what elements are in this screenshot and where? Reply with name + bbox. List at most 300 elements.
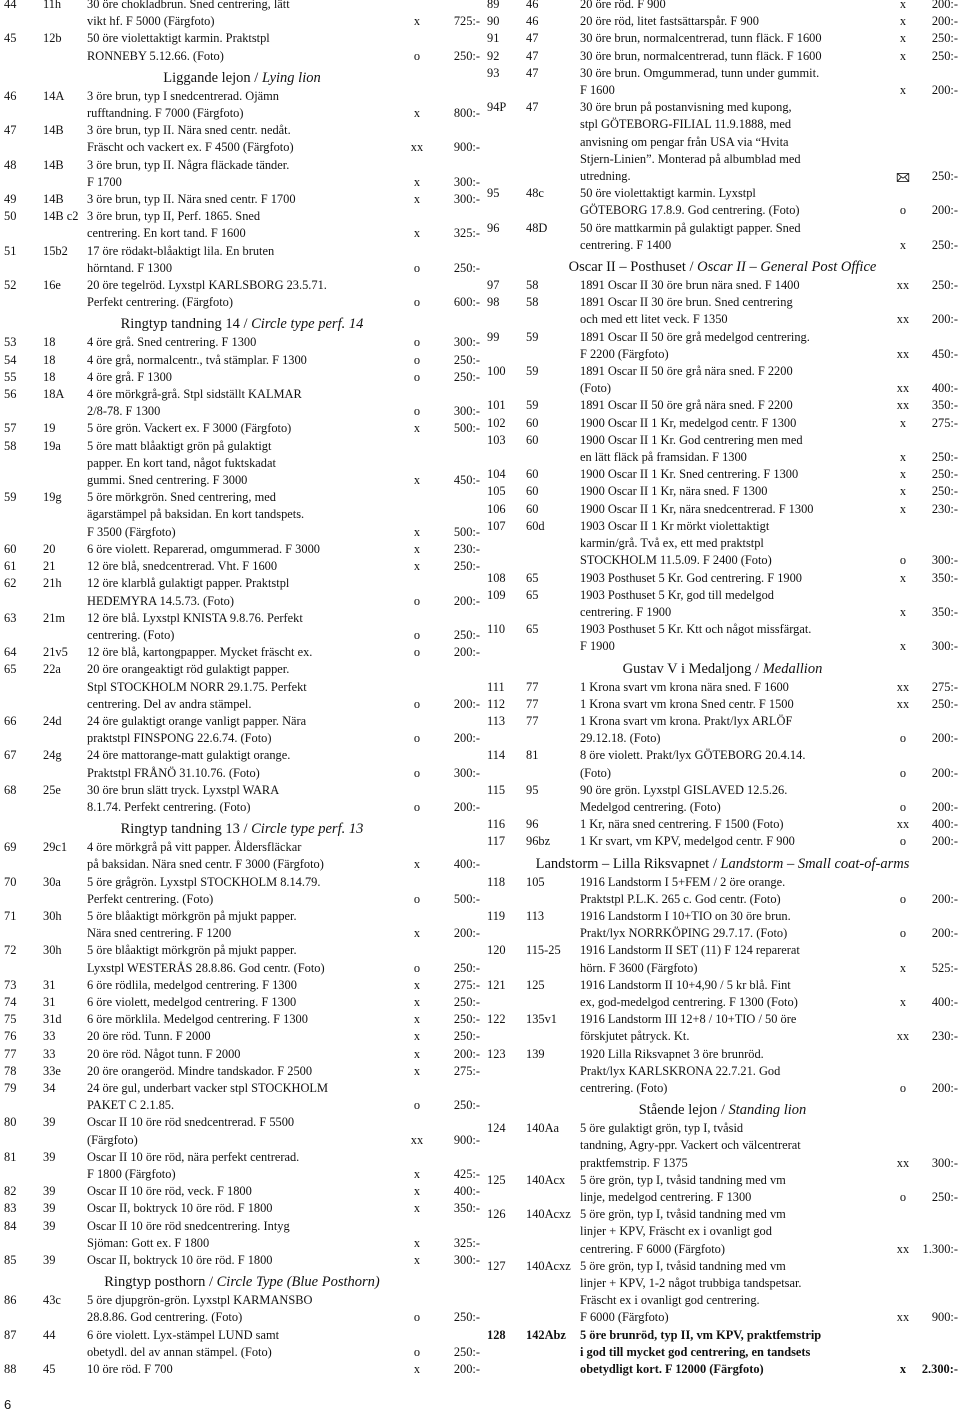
lot-description: Oscar II 10 öre röd, veck. F 1800 xyxy=(87,1184,252,1199)
lot-description: 20 öre röd. Tunn. F 2000 xyxy=(87,1029,211,1044)
price: 250:- xyxy=(453,1344,480,1359)
lot-number: 120 xyxy=(487,943,506,958)
lot-description: 6 öre violett. Reparerad, omgummerad. F 3000 xyxy=(87,541,320,556)
lot-number: 117 xyxy=(487,834,506,849)
lot-row xyxy=(487,466,958,483)
lot-row xyxy=(487,1258,958,1327)
catalog-number: 30h xyxy=(43,943,62,958)
price: 250:- xyxy=(931,1190,958,1204)
lot-row xyxy=(4,122,480,156)
catalog-number: 77 xyxy=(526,713,539,728)
catalog-number: 22a xyxy=(43,662,61,677)
lot-description: 3 öre brun, typ I snedcentrerad. Ojämn rufftandning. F 7000 (Färgfoto) xyxy=(87,88,279,121)
section-heading: Ringtyp posthorn / Circle Type (Blue Posthorn) xyxy=(104,1274,380,1291)
lot-row xyxy=(4,1292,480,1326)
lot-number: 62 xyxy=(4,576,17,591)
catalog-number: 65 xyxy=(526,622,539,637)
lot-number: 109 xyxy=(487,587,506,602)
lot-description: 1916 Landstorm II 10+4,90 / 5 kr blå. Fint ex, god-medelgod centrering. F 1300 (Foto) xyxy=(580,977,798,1009)
lot-number: 61 xyxy=(4,559,17,574)
lot-row xyxy=(4,420,480,437)
lot-number: 71 xyxy=(4,908,17,923)
lot-number: 102 xyxy=(487,415,506,430)
lot-number: 91 xyxy=(487,31,500,46)
lot-row xyxy=(4,88,480,122)
catalog-number: 21h xyxy=(43,576,62,591)
catalog-number: 39 xyxy=(43,1149,56,1164)
price: 900:- xyxy=(453,140,480,155)
condition: x xyxy=(413,1167,421,1181)
lot-number: 50 xyxy=(4,209,17,224)
lot-row xyxy=(487,501,958,518)
lot-row xyxy=(4,438,480,490)
condition: x xyxy=(413,421,421,436)
lot-row xyxy=(4,1218,480,1252)
condition: xx xyxy=(896,381,910,396)
section-heading: Ringtyp tandning 14 / Circle type perf. 14 xyxy=(120,316,364,333)
section-heading: Gustav V i Medaljong / Medallion xyxy=(622,660,823,677)
catalog-number: 58 xyxy=(526,278,539,293)
catalog-number: 19a xyxy=(43,438,61,453)
lot-row xyxy=(4,977,480,994)
section-title-sv: Ringtyp tandning 14 xyxy=(120,316,240,333)
lot-description: 1903 Oscar II 1 Kr mörkt violettaktigt karmin/grå. Två ex, ett med praktstpl STOCKHOLM 11.5.09. F 2400 (Foto) xyxy=(580,518,772,568)
lot-number: 118 xyxy=(487,874,506,889)
lot-description: 1903 Posthuset 5 Kr, god till medelgod centrering. F 1900 xyxy=(580,587,774,619)
price: 725:- xyxy=(453,14,480,29)
lot-row xyxy=(487,65,958,99)
condition: o xyxy=(413,1310,421,1325)
section-title-sv: Liggande lejon xyxy=(163,69,251,86)
lot-row xyxy=(4,369,480,386)
condition: x xyxy=(413,857,421,872)
catalog-number: 30a xyxy=(43,874,61,889)
price: 250:- xyxy=(453,559,480,574)
lot-number: 49 xyxy=(4,192,17,207)
price: 200:- xyxy=(453,593,480,608)
lot-description: 1903 Posthuset 5 Kr. Ktt och något missfärgat. F 1900 xyxy=(580,622,812,654)
catalog-number: 81 xyxy=(526,748,539,763)
price: 525:- xyxy=(931,960,958,975)
condition: xx xyxy=(896,312,910,327)
catalog-number: 21m xyxy=(43,610,66,625)
condition: o xyxy=(899,1190,907,1204)
lot-row xyxy=(4,713,480,747)
lot-description: 1900 Oscar II 1 Kr, medelgod centr. F 1300 xyxy=(580,415,797,430)
lot-description: 12 öre blå. Lyxstpl KNISTA 9.8.76. Perfekt centrering. (Foto) xyxy=(87,610,303,642)
lot-number: 81 xyxy=(4,1149,17,1164)
condition: x xyxy=(899,14,907,29)
catalog-number: 19 xyxy=(43,421,56,436)
catalog-number: 29c1 xyxy=(43,840,68,855)
lot-row xyxy=(487,99,958,185)
price: 200:- xyxy=(931,891,958,906)
lot-number: 98 xyxy=(487,295,500,310)
condition: o xyxy=(413,404,421,419)
price: 200:- xyxy=(931,799,958,814)
lot-number: 45 xyxy=(4,31,17,46)
price: 230:- xyxy=(931,1029,958,1044)
lot-row xyxy=(4,644,480,661)
lot-row xyxy=(4,1046,480,1063)
catalog-number: 15b2 xyxy=(43,243,68,258)
lot-description: 5 öre blåaktigt mörkgrön på mjukt papper. Lyxstpl WESTERÅS 28.8.86. God centr. (Foto) xyxy=(87,943,325,975)
catalog-number: 12b xyxy=(43,31,62,46)
lot-row xyxy=(4,747,480,781)
lot-number: 82 xyxy=(4,1184,17,1199)
lot-number: 105 xyxy=(487,484,506,499)
lot-row xyxy=(487,483,958,500)
lot-number: 112 xyxy=(487,696,506,711)
price: 275:- xyxy=(453,1063,480,1078)
condition: o xyxy=(899,891,907,906)
price: 800:- xyxy=(453,106,480,121)
lot-number: 57 xyxy=(4,421,17,436)
lot-number: 126 xyxy=(487,1207,506,1222)
catalog-number: 46 xyxy=(526,14,539,29)
condition: xx xyxy=(410,140,424,155)
lot-description: 5 öre grön, typ I, tvåsid tandning med vm linjer + KPV, Fräscht ex i ovanligt god centrering. F 6000 (Färgfoto) xyxy=(580,1207,786,1256)
lot-number: 66 xyxy=(4,713,17,728)
condition: o xyxy=(413,1098,421,1113)
price: 300:- xyxy=(453,404,480,419)
lot-number: 88 xyxy=(4,1362,17,1377)
lot-description: 5 öre grön, typ I, tvåsid tandning med vm linjer + KPV, 1-2 något trubbiga tandspetsar. Fräscht ex i ovanligt god centrering. F 6000 (Färgfoto) xyxy=(580,1258,802,1325)
lot-description: 6 öre rödlila, medelgod centrering. F 1300 xyxy=(87,977,297,992)
catalog-number: 14B c2 xyxy=(43,209,79,224)
condition: o xyxy=(899,926,907,941)
lot-row xyxy=(487,415,958,432)
lot-number: 103 xyxy=(487,432,506,447)
price: 350:- xyxy=(931,398,958,413)
condition: x xyxy=(899,450,907,465)
lot-number: 95 xyxy=(487,186,500,201)
lot-description: 1900 Oscar II 1 Kr, nära sned. F 1300 xyxy=(580,484,768,499)
catalog-number: 31 xyxy=(43,994,56,1009)
catalog-number: 60 xyxy=(526,432,539,447)
lot-number: 114 xyxy=(487,748,506,763)
catalog-number: 11h xyxy=(43,0,62,11)
condition: x xyxy=(899,604,907,619)
price: 450:- xyxy=(453,473,480,488)
price: 1.300:- xyxy=(922,1241,958,1256)
lot-row xyxy=(4,1114,480,1148)
catalog-number: 47 xyxy=(526,31,539,46)
lot-description: 12 öre klarblå gulaktigt papper. Praktstpl HEDEMYRA 14.5.73. (Foto) xyxy=(87,576,290,608)
catalog-number: 31d xyxy=(43,1012,62,1027)
lot-row xyxy=(487,570,958,587)
section-title-sv: Ringtyp tandning 13 xyxy=(120,821,240,838)
lot-number: 46 xyxy=(4,88,17,103)
lot-description: 1900 Oscar II 1 Kr. God centrering men med en lätt fläck på framsidan. F 1300 xyxy=(580,432,803,465)
lot-number: 119 xyxy=(487,908,506,923)
lot-row xyxy=(487,0,958,13)
condition: x xyxy=(413,524,421,539)
lot-description: 5 öre brunröd, typ II, vm KPV, praktfemstrip i god till mycket god centrering, en tandsets obetydligt kort. F 12000 (Färgfoto) xyxy=(580,1327,822,1377)
lot-row xyxy=(4,334,480,351)
section-heading: Landstorm – Lilla Riksvapnet / Landstorm – Small coat-of-arms xyxy=(535,855,910,872)
catalog-number: 142Abz xyxy=(526,1327,566,1342)
condition: x xyxy=(413,174,421,189)
lot-row xyxy=(4,157,480,191)
lot-row xyxy=(4,1080,480,1114)
price: 250:- xyxy=(453,1310,480,1325)
lot-number: 76 xyxy=(4,1029,17,1044)
catalog-number: 19g xyxy=(43,490,62,505)
catalog-number: 39 xyxy=(43,1184,56,1199)
catalog-number: 48D xyxy=(526,220,548,235)
condition: x xyxy=(899,415,907,430)
lot-row xyxy=(4,1200,480,1217)
lot-row xyxy=(4,839,480,873)
catalog-number: 33 xyxy=(43,1029,56,1044)
lot-number: 116 xyxy=(487,817,506,832)
price: 250:- xyxy=(453,48,480,63)
lot-description: 5 öre grön, typ I, tvåsid tandning med vm linje, medelgod centrering. F 1300 xyxy=(580,1172,786,1204)
lot-row xyxy=(4,1183,480,1200)
price: 250:- xyxy=(453,369,480,384)
lot-number: 69 xyxy=(4,840,17,855)
lot-number: 85 xyxy=(4,1253,17,1268)
lot-number: 113 xyxy=(487,713,506,728)
condition: x xyxy=(413,1029,421,1044)
lot-description: 30 öre chokladbrun. Sned centrering, lätt vikt hf. F 5000 (Färgfoto) xyxy=(87,0,290,29)
catalog-number: 14B xyxy=(43,192,64,207)
lot-description: 1891 Oscar II 30 öre brun. Sned centrering och med ett litet veck. F 1350 xyxy=(580,295,793,327)
lot-row xyxy=(487,1206,958,1258)
price: 250:- xyxy=(453,994,480,1009)
price: 425:- xyxy=(453,1167,480,1181)
lot-row xyxy=(4,1011,480,1028)
condition: o xyxy=(413,593,421,608)
condition: xx xyxy=(896,278,910,293)
catalog-number: 39 xyxy=(43,1253,56,1268)
condition: x xyxy=(413,1184,421,1199)
catalog-number: 14B xyxy=(43,157,64,172)
condition: x xyxy=(413,1362,421,1377)
lot-number: 63 xyxy=(4,610,17,625)
lot-row xyxy=(487,621,958,655)
lot-description: 50 öre violettaktigt karmin. Praktstpl RONNEBY 5.12.66. (Foto) xyxy=(87,31,270,63)
lot-row xyxy=(4,942,480,976)
lot-number: 70 xyxy=(4,874,17,889)
lot-row xyxy=(487,833,958,850)
condition: x xyxy=(899,501,907,516)
price: 250:- xyxy=(931,484,958,499)
price: 300:- xyxy=(453,1253,480,1268)
catalog-number: 21v5 xyxy=(43,645,68,660)
lot-description: 6 öre mörklila. Medelgod centrering. F 1300 xyxy=(87,1012,308,1027)
lot-row xyxy=(4,874,480,908)
lot-number: 94P xyxy=(487,100,507,115)
section-title-en: Medallion xyxy=(762,660,823,677)
price: 300:- xyxy=(931,1155,958,1170)
lot-row xyxy=(487,782,958,816)
lot-row xyxy=(487,30,958,47)
condition: x xyxy=(413,14,421,29)
section-heading: Stående lejon / Standing lion xyxy=(638,1102,807,1119)
condition: x xyxy=(899,960,907,975)
lot-row xyxy=(4,541,480,558)
condition: o xyxy=(899,553,907,568)
catalog-number: 140Acx xyxy=(526,1172,566,1187)
lot-number: 74 xyxy=(4,994,17,1009)
price: 600:- xyxy=(453,295,480,310)
condition: x xyxy=(413,977,421,992)
lot-number: 65 xyxy=(4,662,17,677)
lot-description: 24 öre gulaktigt orange vanligt papper. Nära praktstpl FINSPONG 22.6.74. (Foto) xyxy=(87,713,307,746)
condition: o xyxy=(413,765,421,780)
lot-description: 4 öre grå. Sned centrering. F 1300 xyxy=(87,335,257,350)
lot-description: 1900 Oscar II 1 Kr, nära snedcentrerad. F 1300 xyxy=(580,501,814,516)
price: 300:- xyxy=(931,639,958,654)
condition: o xyxy=(899,834,907,849)
price: 250:- xyxy=(453,260,480,275)
lot-row xyxy=(4,386,480,420)
price: 250:- xyxy=(453,1029,480,1044)
condition: x xyxy=(899,31,907,46)
lot-row xyxy=(4,0,480,30)
condition: x xyxy=(899,994,907,1009)
price: 250:- xyxy=(453,627,480,642)
lot-number: 80 xyxy=(4,1115,17,1130)
price: 250:- xyxy=(931,696,958,711)
catalog-number: 140Acxz xyxy=(526,1258,571,1273)
price: 200:- xyxy=(931,926,958,941)
lot-number: 86 xyxy=(4,1293,17,1308)
lot-row xyxy=(487,587,958,621)
price: 500:- xyxy=(453,891,480,906)
price: 200:- xyxy=(931,765,958,780)
catalog-number: 60 xyxy=(526,467,539,482)
catalog-number: 39 xyxy=(43,1218,56,1233)
lot-description: 1920 Lilla Riksvapnet 3 öre brunröd. Prakt/lyx KARLSKRONA 22.7.21. God centrering. (Foto) xyxy=(580,1046,781,1095)
lot-row xyxy=(4,191,480,208)
price: 350:- xyxy=(453,1201,480,1216)
condition: o xyxy=(899,799,907,814)
lot-row xyxy=(4,661,480,713)
section-title-en: Standing lion xyxy=(728,1102,807,1119)
price: 400:- xyxy=(931,381,958,396)
price: 250:- xyxy=(453,1012,480,1027)
catalog-number: 34 xyxy=(43,1080,56,1095)
lot-number: 47 xyxy=(4,123,17,138)
lot-number: 96 xyxy=(487,220,500,235)
lot-row xyxy=(487,696,958,713)
lot-description: 5 öre grön. Vackert ex. F 3000 (Färgfoto) xyxy=(87,421,292,436)
condition: o xyxy=(899,765,907,780)
price: 200:- xyxy=(453,799,480,814)
condition: o xyxy=(413,731,421,746)
lot-row xyxy=(487,185,958,219)
catalog-number: 31 xyxy=(43,977,56,992)
price: 230:- xyxy=(453,541,480,556)
condition: x xyxy=(413,1235,421,1250)
section-title-en: Landstorm – Small coat-of-arms xyxy=(720,855,910,872)
lot-row xyxy=(487,363,958,397)
lot-description: 1 Kr, nära sned centrering. F 1500 (Foto) xyxy=(580,817,784,832)
condition: xx xyxy=(896,1310,910,1325)
lot-number: 93 xyxy=(487,65,500,80)
lot-description: 3 öre brun, typ II. Några fläckade tänder. F 1700 xyxy=(87,157,290,189)
condition: x xyxy=(413,226,421,241)
condition: o xyxy=(413,645,421,660)
catalog-number: 47 xyxy=(526,100,539,115)
condition: xx xyxy=(896,346,910,361)
condition: o xyxy=(413,48,421,63)
lot-number: 127 xyxy=(487,1258,506,1273)
catalog-number: 30h xyxy=(43,908,62,923)
lot-row xyxy=(487,220,958,254)
lot-row xyxy=(487,329,958,363)
lot-row xyxy=(4,243,480,277)
section-title-en: Oscar II – General Post Office xyxy=(697,259,877,276)
lot-number: 59 xyxy=(4,490,17,505)
lot-number: 111 xyxy=(487,679,505,694)
price: 250:- xyxy=(453,352,480,367)
condition: xx xyxy=(896,1029,910,1044)
lot-description: 3 öre brun, typ II, Perf. 1865. Sned centrering. En kort tand. F 1600 xyxy=(87,209,261,241)
lot-row xyxy=(4,1149,480,1183)
lot-number: 53 xyxy=(4,335,17,350)
catalog-number: 47 xyxy=(526,65,539,80)
condition: o xyxy=(413,1344,421,1359)
lot-description: 1916 Landstorm I 5+FEM / 2 öre orange. Praktstpl P.L.K. 265 c. God centr. (Foto) xyxy=(580,874,786,906)
catalog-number: 47 xyxy=(526,48,539,63)
lot-number: 101 xyxy=(487,398,506,413)
lot-row xyxy=(487,1172,958,1206)
section-title-en: Lying lion xyxy=(261,69,321,86)
price: 200:- xyxy=(931,312,958,327)
price: 300:- xyxy=(453,192,480,207)
price: 500:- xyxy=(453,421,480,436)
catalog-number: 44 xyxy=(43,1327,56,1342)
lot-description: 30 öre brun, normalcentrerad, tunn fläck. F 1600 xyxy=(580,48,822,63)
price: 275:- xyxy=(931,679,958,694)
lot-description: 20 öre tegelröd. Lyxstpl KARLSBORG 23.5.71. Perfekt centrering. (Färgfoto) xyxy=(87,278,327,310)
price: 200:- xyxy=(453,1046,480,1061)
lot-description: 1916 Landstorm III 12+8 / 10+TIO / 50 öre förskjutet påtryck. Kt. xyxy=(580,1012,797,1044)
catalog-number: 140Acxz xyxy=(526,1207,571,1222)
section-title-sv: Ringtyp posthorn xyxy=(104,1274,206,1291)
lot-number: 99 xyxy=(487,329,500,344)
condition: xx xyxy=(896,817,910,832)
lot-number: 97 xyxy=(487,278,500,293)
lot-description: 1 Krona svart vm krona Sned centr. F 1500 xyxy=(580,696,794,711)
lot-description: 20 öre orangeaktigt röd gulaktigt papper. Stpl STOCKHOLM NORR 29.1.75. Perfekt centrering. Del av andra stämpel. xyxy=(87,662,307,711)
section-title-en: Circle Type (Blue Posthorn) xyxy=(216,1274,380,1291)
price: 300:- xyxy=(453,765,480,780)
catalog-number: 59 xyxy=(526,329,539,344)
catalog-number: 18 xyxy=(43,369,56,384)
lot-row xyxy=(4,610,480,644)
catalog-number: 20 xyxy=(43,541,56,556)
price: 200:- xyxy=(453,645,480,660)
lot-row xyxy=(487,1046,958,1098)
catalog-number: 24g xyxy=(43,748,62,763)
lot-row xyxy=(4,1252,480,1269)
envelope-icon xyxy=(896,173,910,182)
catalog-number: 105 xyxy=(526,874,545,889)
condition: o xyxy=(413,352,421,367)
price: 400:- xyxy=(453,857,480,872)
lot-description: 1891 Oscar II 50 öre grå medelgod centrering. F 2200 (Färgfoto) xyxy=(580,329,810,361)
lot-description: 8 öre violett. Prakt/lyx GÖTEBORG 20.4.14. (Foto) xyxy=(580,748,806,780)
lot-description: 4 öre mörkgrå på vitt papper. Åldersfläckar på baksidan. Nära sned centr. F 3000 (Färgfoto) xyxy=(87,840,324,872)
section-heading: Liggande lejon / Lying lion xyxy=(163,69,321,86)
condition: x xyxy=(899,1362,907,1377)
lot-row xyxy=(487,294,958,328)
